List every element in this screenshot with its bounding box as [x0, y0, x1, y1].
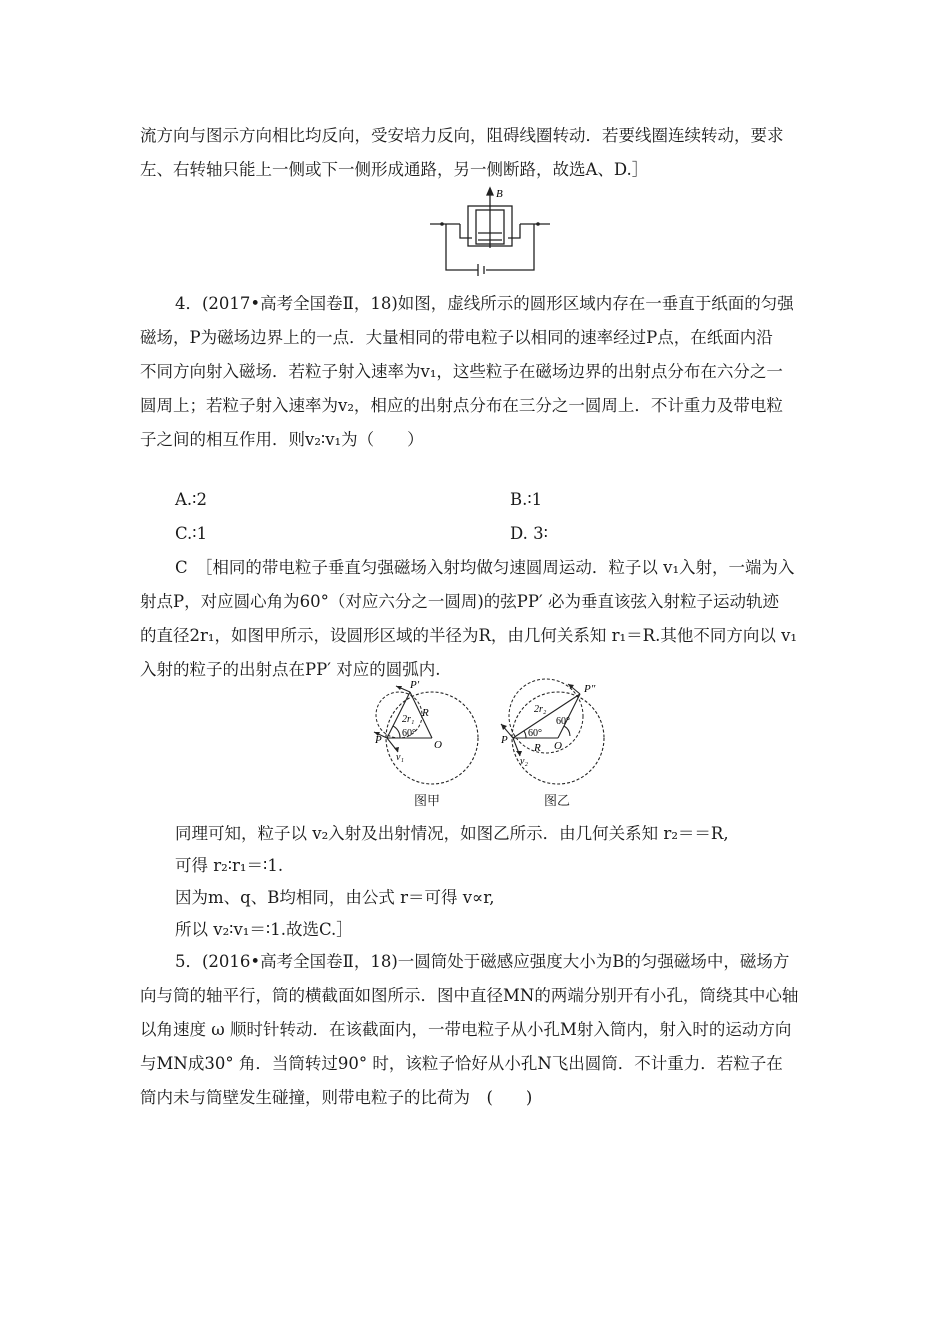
- question-5-line: 向与筒的轴平行，筒的横截面如图所示．图中直径MN的两端分别开有小孔，筒绕其中心轴: [140, 986, 799, 1005]
- v2-label: v₂: [520, 756, 528, 767]
- question-4-line: 4．(2017•高考全国卷Ⅱ，18)如图，虚线所示的圆形区域内存在一垂直于纸面的匀强: [175, 294, 794, 313]
- question-4-line: 不同方向射入磁场．若粒子射入速率为v₁，这些粒子在磁场边界的出射点分布在六分之一: [140, 362, 783, 381]
- angle-label: 60°: [556, 716, 570, 727]
- question-5-line: 以角速度 ω 顺时针转动．在该截面内，一带电粒子从小孔M射入筒内，射入时的运动方向: [140, 1020, 792, 1039]
- solution-line: 因为m、q、B均相同，由公式 r＝可得 v∝r,: [175, 888, 495, 907]
- o-label: O: [554, 740, 562, 752]
- field-b-label: B: [496, 188, 503, 200]
- solution-line: 同理可知，粒子以 v₂入射及出射情况，如图乙所示．由几何关系知 r₂＝＝R,: [175, 824, 729, 843]
- r-label: R: [422, 707, 429, 719]
- angle-label: 60°: [528, 728, 542, 739]
- question-5-line: 筒内未与筒壁发生碰撞，则带电粒子的比荷为 ( ): [140, 1088, 533, 1107]
- question-4-line: 子之间的相互作用．则v₂∶v₁为（ ）: [140, 430, 424, 449]
- text-line: 流方向与图示方向相比均反向，受安培力反向，阻碍线圈转动．若要线圈连续转动，要求: [140, 126, 784, 145]
- solution-line: 的直径2r₁，如图甲所示，设圆形区域的半径为R，由几何关系知 r₁＝R.其他不同方向以 v₁: [140, 626, 798, 645]
- angle-label: 60°: [402, 728, 416, 739]
- option-d: D. 3∶: [510, 524, 548, 543]
- question-5-line: 5．(2016•高考全国卷Ⅱ，18)一圆筒处于磁感应强度大小为B的匀强磁场中，磁场方: [175, 952, 790, 971]
- v1-label: v₁: [396, 752, 404, 763]
- r-label: R: [534, 742, 541, 754]
- circle-figure-yi: [498, 676, 613, 791]
- p-dprime-label: P″: [584, 683, 596, 695]
- coil-circuit-figure: [428, 186, 552, 276]
- p-label: P: [501, 734, 508, 746]
- caption-jia: 图甲: [414, 794, 441, 809]
- solution-line: 入射的粒子的出射点在PP′ 对应的圆弧内.: [140, 660, 441, 679]
- solution-line: C ［相同的带电粒子垂直匀强磁场入射均做匀速圆周运动．粒子以 v₁入射，一端为入: [175, 558, 795, 577]
- option-c: C.∶1: [175, 524, 208, 543]
- text-line: 左、右转轴只能上一侧或下一侧形成通路，另一侧断路，故选A、D.］: [140, 160, 649, 179]
- solution-line: 可得 r₂∶r₁＝∶1.: [175, 856, 284, 875]
- two-r1-label: 2r₁: [402, 714, 415, 725]
- p-prime-label: P′: [410, 679, 420, 691]
- option-b: B.∶1: [510, 490, 543, 509]
- question-5-line: 与MN成30° 角．当筒转过90° 时，该粒子恰好从小孔N飞出圆筒．不计重力．若粒子在: [140, 1054, 783, 1073]
- option-a: A.∶2: [175, 490, 207, 509]
- p-label: P: [375, 734, 382, 746]
- solution-line: 所以 v₂∶v₁＝∶1.故选C.］: [175, 920, 353, 939]
- circle-figure-jia: [372, 676, 482, 791]
- o-label: O: [434, 739, 442, 751]
- solution-line: 射点P，对应圆心角为60°（对应六分之一圆周)的弦PP′ 必为垂直该弦入射粒子运动轨迹: [140, 592, 779, 611]
- question-4-line: 磁场，P为磁场边界上的一点．大量相同的带电粒子以相同的速率经过P点，在纸面内沿: [140, 328, 773, 347]
- question-4-line: 圆周上；若粒子射入速率为v₂，相应的出射点分布在三分之一圆周上．不计重力及带电粒: [140, 396, 783, 415]
- caption-yi: 图乙: [544, 794, 571, 809]
- two-r2-label: 2r₂: [534, 704, 547, 715]
